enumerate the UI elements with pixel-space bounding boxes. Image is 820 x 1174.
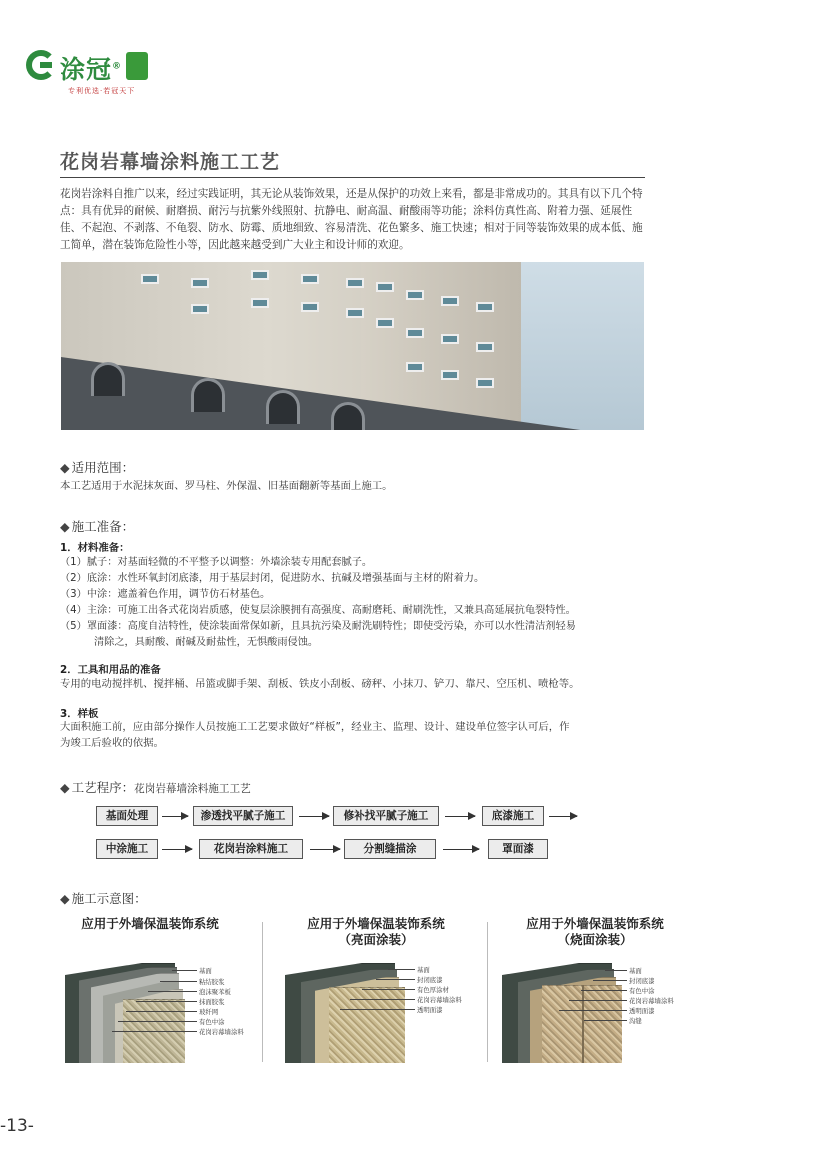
divider (487, 922, 488, 1062)
list-item: （2）底涂：水性环氧封闭底漆，用于基层封闭，促进防水、抗碱及增强基面与主材的附着力。 (60, 573, 485, 584)
window (191, 278, 209, 288)
layer-label: 花岗岩幕墙涂料 (417, 996, 462, 1004)
list-item: （4）主涂：可施工出各式花岗岩质感，使复层涂膜拥有高强度、高耐磨耗、耐刷洗性，又兼具高延展抗龟裂特性。 (60, 605, 576, 616)
process-heading: ◆ 工艺程序：花岗岩幕墙涂料施工工艺 (60, 780, 251, 795)
sample-subheading: 3．样板 (60, 708, 99, 720)
process-step: 中涂施工 (96, 839, 158, 859)
layer-label: 泡沫聚苯板 (199, 988, 231, 996)
label-leader (126, 1011, 197, 1012)
logo-slogan: 专利优选·若冠天下 (68, 87, 136, 95)
layer-label: 玻纤网 (199, 1008, 219, 1016)
window (441, 370, 459, 380)
window (406, 362, 424, 372)
window (301, 274, 319, 284)
layer-label: 花岗岩幕墙涂料 (629, 997, 674, 1005)
process-step: 分割缝描涂 (344, 839, 436, 859)
label-leader (559, 1010, 627, 1011)
label-leader (172, 970, 197, 971)
label-leader (112, 1031, 197, 1032)
layer-label: 抹面胶浆 (199, 998, 225, 1006)
arrow-right-icon (162, 849, 192, 850)
diagram-title: 应用于外墙保温装饰系统 （烧面涂装） (526, 916, 664, 947)
label-leader (581, 990, 627, 991)
layer-label: 基面 (199, 967, 212, 975)
process-step: 渗透找平腻子施工 (193, 806, 293, 826)
arrow-right-icon (299, 816, 329, 817)
arrow-right-icon (162, 816, 188, 817)
tools-subheading: 2．工具和用品的准备 (60, 664, 161, 676)
layer-label: 基面 (629, 967, 642, 975)
scope-text: 本工艺适用于水泥抹灰面、罗马柱、外保温、旧基面翻新等基面上施工。 (60, 480, 393, 492)
sample-text: 大面积施工前，应由部分操作人员按施工工艺要求做好“样板”，经业主、监理、设计、建设单位签字认可后，作 (60, 721, 570, 733)
process-step: 底漆施工 (482, 806, 544, 826)
label-leader (340, 1009, 415, 1010)
label-leader (350, 999, 415, 1000)
arched-window (331, 402, 365, 430)
window (251, 270, 269, 280)
layer-label: 有色中涂 (199, 1018, 225, 1026)
layer-label: 有色中涂 (629, 987, 655, 995)
window (441, 334, 459, 344)
title-divider (60, 177, 645, 178)
window (476, 302, 494, 312)
window (376, 318, 394, 328)
label-leader (376, 979, 415, 980)
scope-heading: ◆ 适用范围： (60, 460, 135, 475)
list-item: （5）罩面漆：高度自洁特性，使涂装面常保如新，且具抗污染及耐洗刷特性；即使受污染，亦可以水性清洁剂轻易 清除之，具耐酸、耐碱及耐盐性，无惧酸雨侵蚀。 (60, 621, 576, 648)
layer-label: 封闭底漆 (629, 977, 655, 985)
process-step: 罩面漆 (488, 839, 548, 859)
brand-logo (26, 46, 156, 106)
window (191, 304, 209, 314)
process-step: 基面处理 (96, 806, 158, 826)
arched-window (191, 378, 225, 412)
arrow-right-icon (310, 849, 340, 850)
window (346, 308, 364, 318)
arrow-right-icon (445, 816, 475, 817)
window (301, 302, 319, 312)
prep-heading: ◆ 施工准备： (60, 519, 135, 534)
page-title: 花岗岩幕墙涂料施工工艺 (60, 151, 281, 173)
layer-label: 透明面漆 (629, 1007, 655, 1015)
diagram-title: 应用于外墙保温装饰系统 (81, 916, 219, 931)
label-leader (118, 1021, 197, 1022)
layer-label: 有色厚涂材 (417, 986, 449, 994)
diagram-heading: ◆ 施工示意图： (60, 891, 147, 906)
arched-window (91, 362, 125, 396)
label-leader (569, 1000, 627, 1001)
logo-brand-name: 涂冠® (60, 55, 123, 84)
arrow-right-icon (443, 849, 479, 850)
sample-text-cont: 为竣工后验收的依据。 (60, 737, 164, 749)
intro-paragraph: 花岗岩涂料自推广以来，经过实践证明，其无论从装饰效果，还是从保护的功效上来看，都是非常成功的。其具有以下几个特点：具有优异的耐候、耐磨损、耐污与抗紫外线照射、抗静电、耐高温、耐酸雨等功能；涂料仿真性高、附着力强、延展性佳、不起泡、不剥落、不龟裂、防水、防霉、质地细致、容易清洗、花色繁多、施工快速；相对于同等装饰效果的成本低、施工简单，潜在装饰危险性小等，因此越来越受到广大业主和设计师的欢迎。 (60, 188, 643, 251)
label-leader (136, 1001, 197, 1002)
label-leader (388, 969, 415, 970)
label-leader (362, 989, 415, 990)
arrow-right-icon (549, 816, 577, 817)
arched-window (266, 390, 300, 424)
process-step: 花岗岩涂料施工 (199, 839, 303, 859)
logo-g-icon (26, 50, 56, 80)
layer-label: 基面 (417, 966, 430, 974)
label-leader (605, 970, 627, 971)
label-leader (148, 991, 197, 992)
label-leader (593, 980, 627, 981)
window (141, 274, 159, 284)
diagram-title: 应用于外墙保温装饰系统 （亮面涂装） (307, 916, 445, 947)
list-item: （3）中涂：遮盖着色作用，调节仿石材基色。 (60, 589, 271, 600)
groove-line (582, 985, 584, 1063)
tools-text: 专用的电动搅拌机、搅拌桶、吊篮或脚手架、刮板、铁皮小刮板、磅秤、小抹刀、铲刀、靠尺、空压机、喷枪等。 (60, 678, 580, 690)
wall-layer-diagram (65, 963, 255, 1073)
building-photo (61, 262, 644, 430)
window (476, 378, 494, 388)
window (476, 342, 494, 352)
label-leader (584, 1020, 627, 1021)
label-leader (160, 981, 197, 982)
list-item: （1）腻子：对基面轻微的不平整予以调整：外墙涂装专用配套腻子。 (60, 557, 373, 568)
window (406, 328, 424, 338)
process-step: 修补找平腻子施工 (333, 806, 439, 826)
layer-label: 封闭底漆 (417, 976, 443, 984)
page-number: -13- (0, 1116, 34, 1136)
layer-label: 粘结胶浆 (199, 978, 225, 986)
logo-seal-icon (126, 52, 148, 80)
layer-label: 透明面漆 (417, 1006, 443, 1014)
layer-label: 花岗岩幕墙涂料 (199, 1028, 244, 1036)
window (441, 296, 459, 306)
window (251, 298, 269, 308)
window (406, 290, 424, 300)
divider (262, 922, 263, 1062)
window (376, 282, 394, 292)
layer-label: 沟缝 (629, 1017, 642, 1025)
materials-subheading: 1．材料准备： (60, 542, 130, 554)
window (346, 278, 364, 288)
